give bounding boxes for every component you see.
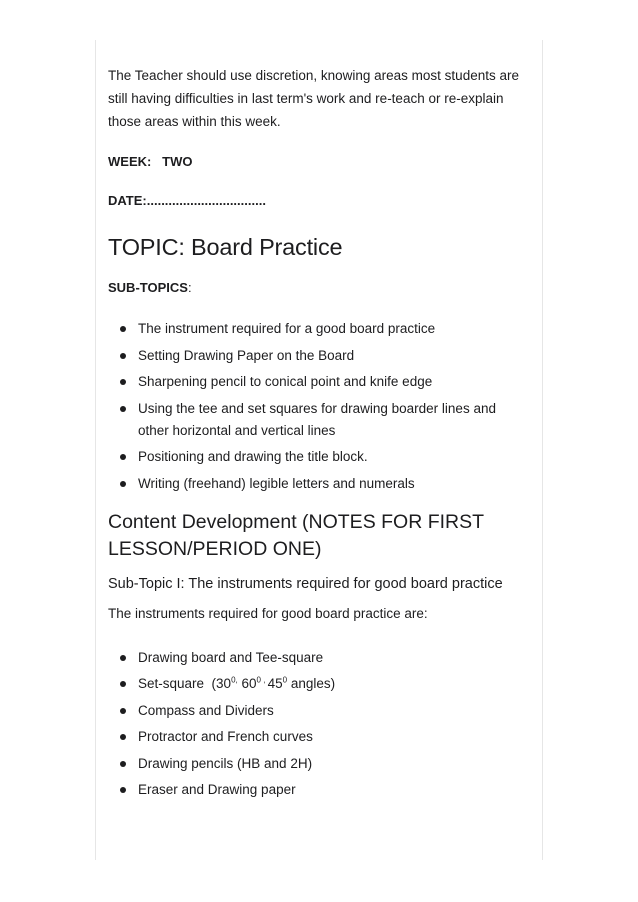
list-item: Setting Drawing Paper on the Board xyxy=(108,345,528,367)
set-square-mid-1: 60 xyxy=(237,676,257,691)
list-item: Writing (freehand) legible letters and numerals xyxy=(108,473,528,495)
list-item: Using the tee and set squares for drawing boarder lines and other horizontal and vertical lines xyxy=(108,398,528,442)
list-item: Sharpening pencil to conical point and knife edge xyxy=(108,371,528,393)
list-item-set-square xyxy=(108,673,528,695)
topic-title: TOPIC: Board Practice xyxy=(108,234,343,260)
intro-paragraph: The Teacher should use discretion, knowing areas most students are still having difficulties in last term's work and re-teach or re-explain those areas within this week. xyxy=(108,68,519,129)
set-square-sep: , xyxy=(260,675,268,685)
subtopic-one-heading: Sub-Topic I: The instruments required for good board practice xyxy=(108,575,503,592)
subtopics-label-colon: : xyxy=(187,280,192,295)
list-item: Eraser and Drawing paper xyxy=(108,779,528,801)
subtopics-label-text: SUB-TOPICS xyxy=(108,280,188,295)
instruments-list xyxy=(108,647,528,802)
week-label: WEEK: TWO xyxy=(108,154,193,169)
degree-sup-1: 0, xyxy=(231,675,238,685)
subtopics-list xyxy=(108,318,528,495)
date-label: DATE:................................. xyxy=(108,193,266,208)
document-body xyxy=(108,64,528,806)
list-item: Positioning and drawing the title block. xyxy=(108,446,528,468)
degree-sup-2: 0 xyxy=(256,675,261,685)
list-item: Drawing board and Tee-square xyxy=(108,647,528,669)
content-development-heading: Content Development (NOTES FOR FIRST LESSON/PERIOD ONE) xyxy=(108,510,484,560)
list-item: The instrument required for a good board practice xyxy=(108,318,528,340)
set-square-suffix: angles) xyxy=(287,676,336,691)
degree-sup-3: 0 xyxy=(282,675,288,685)
subtopics-label xyxy=(108,280,528,295)
set-square-prefix: Set-square (30 xyxy=(138,676,232,691)
list-item: Compass and Dividers xyxy=(108,700,528,722)
instruments-lead: The instruments required for good board practice are: xyxy=(108,605,428,621)
set-square-mid-2: 45 xyxy=(267,676,283,691)
list-item: Drawing pencils (HB and 2H) xyxy=(108,753,528,775)
list-item: Protractor and French curves xyxy=(108,726,528,748)
